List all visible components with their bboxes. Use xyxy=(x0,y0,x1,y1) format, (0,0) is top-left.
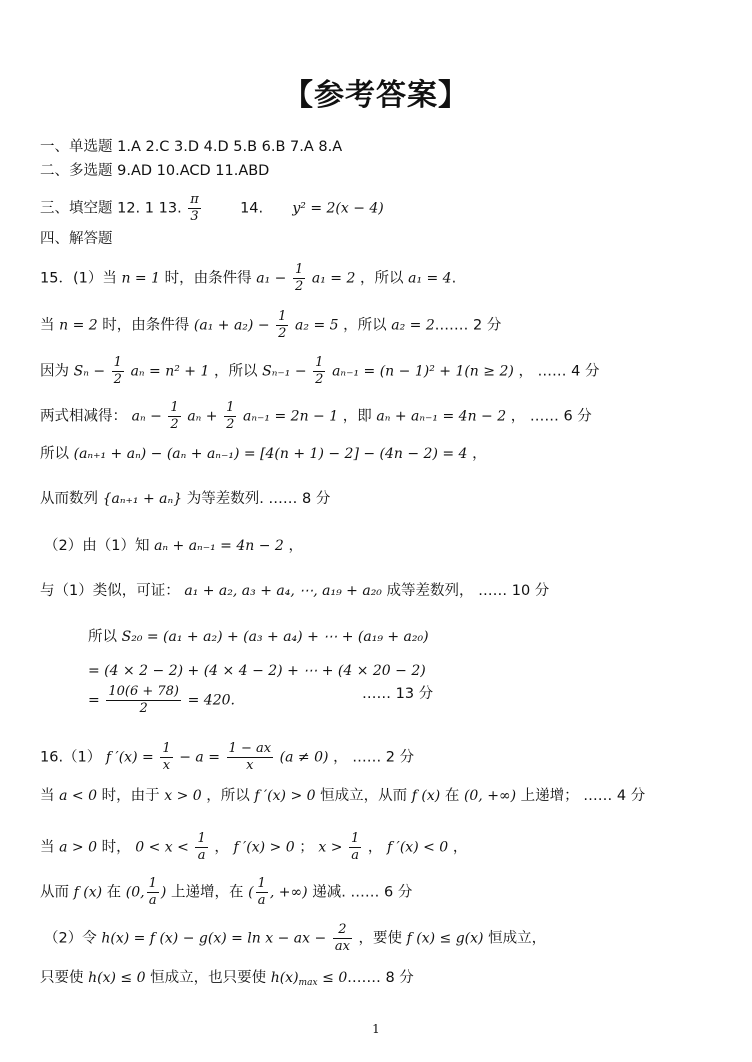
fraction-numerator: 2 xyxy=(333,922,352,939)
math-expr: a > 0 xyxy=(59,839,97,856)
q15-sum-line-1 xyxy=(88,627,429,647)
q16-line-3 xyxy=(40,831,467,864)
math-expr: (0, xyxy=(125,884,145,901)
math-expr: , +∞) xyxy=(269,884,308,901)
score-note: 递减. …… 6 分 xyxy=(312,884,413,901)
multi-choice-answers: 二、多选题 9.AD 10.ACD 11.ABD xyxy=(40,163,270,179)
math-expr: {aₙ₊₁ + aₙ} xyxy=(102,491,183,507)
text: 从而 xyxy=(40,884,69,901)
q14-answer: y² = 2(x − 4) xyxy=(292,200,384,217)
fraction-denominator: 3 xyxy=(190,209,199,224)
text: 只要使 xyxy=(40,970,84,986)
text: 恒成立，从而 xyxy=(320,788,408,804)
fraction-denominator: x xyxy=(162,758,171,773)
math-expr: x > 0 xyxy=(164,788,202,804)
fraction-denominator: a xyxy=(257,893,266,908)
fraction-numerator: 1 xyxy=(351,831,360,846)
text: 与（1）类似，可证： xyxy=(40,583,180,599)
math-expr: aₙ₋₁ = (n − 1)² + 1(n ≥ 2) xyxy=(332,363,514,380)
q15-line-6 xyxy=(40,489,330,509)
fill-blank-label: 三、填空题 12. 1 13. xyxy=(40,200,182,217)
text: （2）令 xyxy=(44,930,97,947)
page-number: 1 xyxy=(372,1022,380,1036)
text: 当 xyxy=(40,317,55,334)
fraction-numerator: 1 xyxy=(162,741,171,756)
q16-line-2 xyxy=(40,786,645,806)
text: 当 xyxy=(40,788,55,804)
fraction xyxy=(349,831,361,864)
text: 所以 xyxy=(88,629,117,645)
text: 15．(1）当 xyxy=(40,270,117,287)
fraction-denominator: a xyxy=(148,893,157,908)
fraction xyxy=(333,922,352,955)
fraction xyxy=(195,831,207,864)
math-subscript: max xyxy=(298,978,318,988)
text: 恒成立，也只要使 xyxy=(150,970,267,986)
text: ，即 xyxy=(342,408,372,425)
sum-fraction xyxy=(106,684,181,717)
text: . xyxy=(451,270,457,287)
fraction-denominator: a xyxy=(197,848,206,863)
math-expr: f (x) xyxy=(411,788,441,804)
math-expr: ≤ 0 xyxy=(322,970,348,986)
text: ，要使 xyxy=(358,930,403,947)
fraction-numerator: 10(6 + 78) xyxy=(108,684,179,699)
q15-line-2 xyxy=(40,309,501,342)
q16-line-1 xyxy=(40,741,414,774)
math-expr: n = 2 xyxy=(59,317,98,334)
math-expr: aₙ + aₙ₋₁ = 4n − 2 xyxy=(154,538,284,554)
text: ； xyxy=(299,839,314,856)
text: 恒成立， xyxy=(488,930,547,947)
math-expr: = xyxy=(88,692,100,709)
text: 所以 xyxy=(40,446,69,462)
score-note: ， …… 2 分 xyxy=(333,749,415,766)
text: 上递增，在 xyxy=(170,884,244,901)
text: 时，由条件得 xyxy=(102,317,190,334)
q15-line-1 xyxy=(40,262,456,295)
math-expr: (a ≠ 0) xyxy=(279,749,329,766)
single-choice-answers: 一、单选题 1.A 2.C 3.D 4.D 5.B 6.B 7.A 8.A xyxy=(40,139,343,155)
text: ， xyxy=(288,538,303,554)
score-note: 上递增； …… 4 分 xyxy=(520,788,646,804)
q15-sum-line-2 xyxy=(88,661,426,681)
math-expr: − a = xyxy=(179,749,220,766)
math-expr: f ′(x) = xyxy=(105,749,154,766)
score-note: 为等差数列. …… 8 分 xyxy=(186,491,331,507)
score-note: ， …… 4 分 xyxy=(518,363,600,380)
text: 时，由条件得 xyxy=(164,270,252,287)
fill-blank-answers xyxy=(40,192,384,225)
fraction-denominator: 2 xyxy=(139,701,148,716)
text: 时， xyxy=(101,839,131,856)
score-note: 成等差数列， …… 10 分 xyxy=(386,583,550,599)
fraction-numerator: 1 xyxy=(148,876,157,891)
math-expr: h(x) ≤ 0 xyxy=(88,970,146,986)
half-fraction: $\frac{1}{2}$ xyxy=(294,262,304,294)
page-title: 【参考答案】 xyxy=(283,78,469,113)
text: ，所以 xyxy=(206,788,250,804)
half-fraction: $\frac{1}{2}$ xyxy=(170,400,179,432)
text: 因为 xyxy=(40,363,69,380)
math-expr: a₁ = 4 xyxy=(408,270,452,287)
q14-label: 14. xyxy=(240,200,264,217)
fraction xyxy=(147,876,159,909)
math-expr: a₂ = 5 xyxy=(295,317,339,334)
q15-line-4 xyxy=(40,400,592,433)
fraction-numerator: 1 − ax xyxy=(228,741,272,756)
math-expr: aₙ + xyxy=(187,408,218,425)
q15-part2-line-1 xyxy=(44,536,303,556)
text: ，所以 xyxy=(343,317,387,334)
math-expr: = (4 × 2 − 2) + (4 × 4 − 2) + ⋯ + (4 × 20 − 2) xyxy=(88,663,426,679)
section-four-heading: 四、解答题 xyxy=(40,231,113,247)
score-note: ， …… 6 分 xyxy=(510,408,592,425)
math-expr: (a₁ + a₂) − xyxy=(193,317,270,334)
text: ，所以 xyxy=(359,270,404,287)
fraction xyxy=(160,741,172,774)
math-expr: = 420. xyxy=(187,692,235,709)
math-expr: a₂ = 2 xyxy=(391,317,435,334)
math-expr: a₁ + a₂, a₃ + a₄, ⋯, a₁₉ + a₂₀ xyxy=(184,583,382,599)
math-expr: aₙ − xyxy=(131,408,162,425)
math-expr: f ′(x) < 0 xyxy=(387,839,449,856)
math-expr: f (x) ≤ g(x) xyxy=(406,930,484,947)
text: ，所以 xyxy=(214,363,258,380)
math-expr: a₁ = 2 xyxy=(311,270,356,287)
text: 时，由于 xyxy=(101,788,160,804)
math-expr: 0 < x < xyxy=(135,839,189,856)
math-expr: f ′(x) > 0 xyxy=(254,788,316,804)
text: 在 xyxy=(106,884,122,901)
math-expr: h(x) xyxy=(270,970,299,986)
text: 从而数列 xyxy=(40,491,98,507)
q16-part2-line-2 xyxy=(40,968,414,993)
fraction-denominator: ax xyxy=(334,939,350,954)
q15-line-5 xyxy=(40,444,487,464)
fraction xyxy=(227,741,274,774)
text: （2）由（1）知 xyxy=(44,538,150,554)
half-fraction: $\frac{1}{2}$ xyxy=(278,309,287,341)
text: 在 xyxy=(444,788,460,804)
math-expr: aₙ + aₙ₋₁ = 4n − 2 xyxy=(376,408,507,425)
math-expr: ) xyxy=(160,884,167,901)
q16-part2-line-1 xyxy=(44,922,546,955)
text: ， xyxy=(367,839,383,856)
q15-score-13: …… 13 分 xyxy=(362,686,434,702)
math-expr: h(x) = f (x) − g(x) = ln x − ax − xyxy=(101,930,327,947)
math-expr: aₙ₋₁ = 2n − 1 xyxy=(243,408,339,425)
half-fraction: $\frac{1}{2}$ xyxy=(226,400,235,432)
math-expr: (0, +∞) xyxy=(463,788,517,804)
fraction-numerator: 1 xyxy=(197,831,206,846)
text: 16.（1） xyxy=(40,749,102,766)
math-expr: a₁ − xyxy=(256,270,287,287)
math-expr: f (x) xyxy=(73,884,103,901)
fraction-numerator: 1 xyxy=(257,876,266,891)
half-fraction: $\frac{1}{2}$ xyxy=(113,355,122,387)
q15-sum-line-3 xyxy=(88,684,235,717)
text: ， xyxy=(472,446,487,462)
math-expr: S₂₀ = (a₁ + a₂) + (a₃ + a₄) + ⋯ + (a₁₉ + a₂₀) xyxy=(121,629,429,645)
math-expr: ( xyxy=(248,884,254,901)
math-expr: aₙ = n² + 1 xyxy=(130,363,210,380)
q15-line-3 xyxy=(40,355,600,388)
score-note: .…… 8 分 xyxy=(347,970,414,986)
half-fraction: $\frac{1}{2}$ xyxy=(315,355,324,387)
math-expr: n = 1 xyxy=(121,270,161,287)
math-expr: x > xyxy=(318,839,343,856)
text: ， xyxy=(452,839,468,856)
text: 当 xyxy=(40,839,55,856)
math-expr: (aₙ₊₁ + aₙ) − (aₙ + aₙ₋₁) = [4(n + 1) − 2] − (4n − 2) = 4 xyxy=(73,446,468,462)
math-expr: a < 0 xyxy=(59,788,97,804)
fraction-numerator: π xyxy=(190,192,199,207)
fraction-denominator: a xyxy=(351,848,360,863)
math-expr: f ′(x) > 0 xyxy=(233,839,295,856)
math-expr: Sₙ₋₁ − xyxy=(262,363,307,380)
score-note: .…… 2 分 xyxy=(434,317,502,334)
text: 两式相减得： xyxy=(40,408,127,425)
q15-part2-line-2 xyxy=(40,581,549,601)
q16-line-4 xyxy=(40,876,412,909)
text: ， xyxy=(214,839,229,856)
pi-over-3-fraction xyxy=(188,192,201,225)
fraction-denominator: x xyxy=(246,758,254,773)
math-expr: Sₙ − xyxy=(73,363,106,380)
fraction xyxy=(256,876,268,909)
